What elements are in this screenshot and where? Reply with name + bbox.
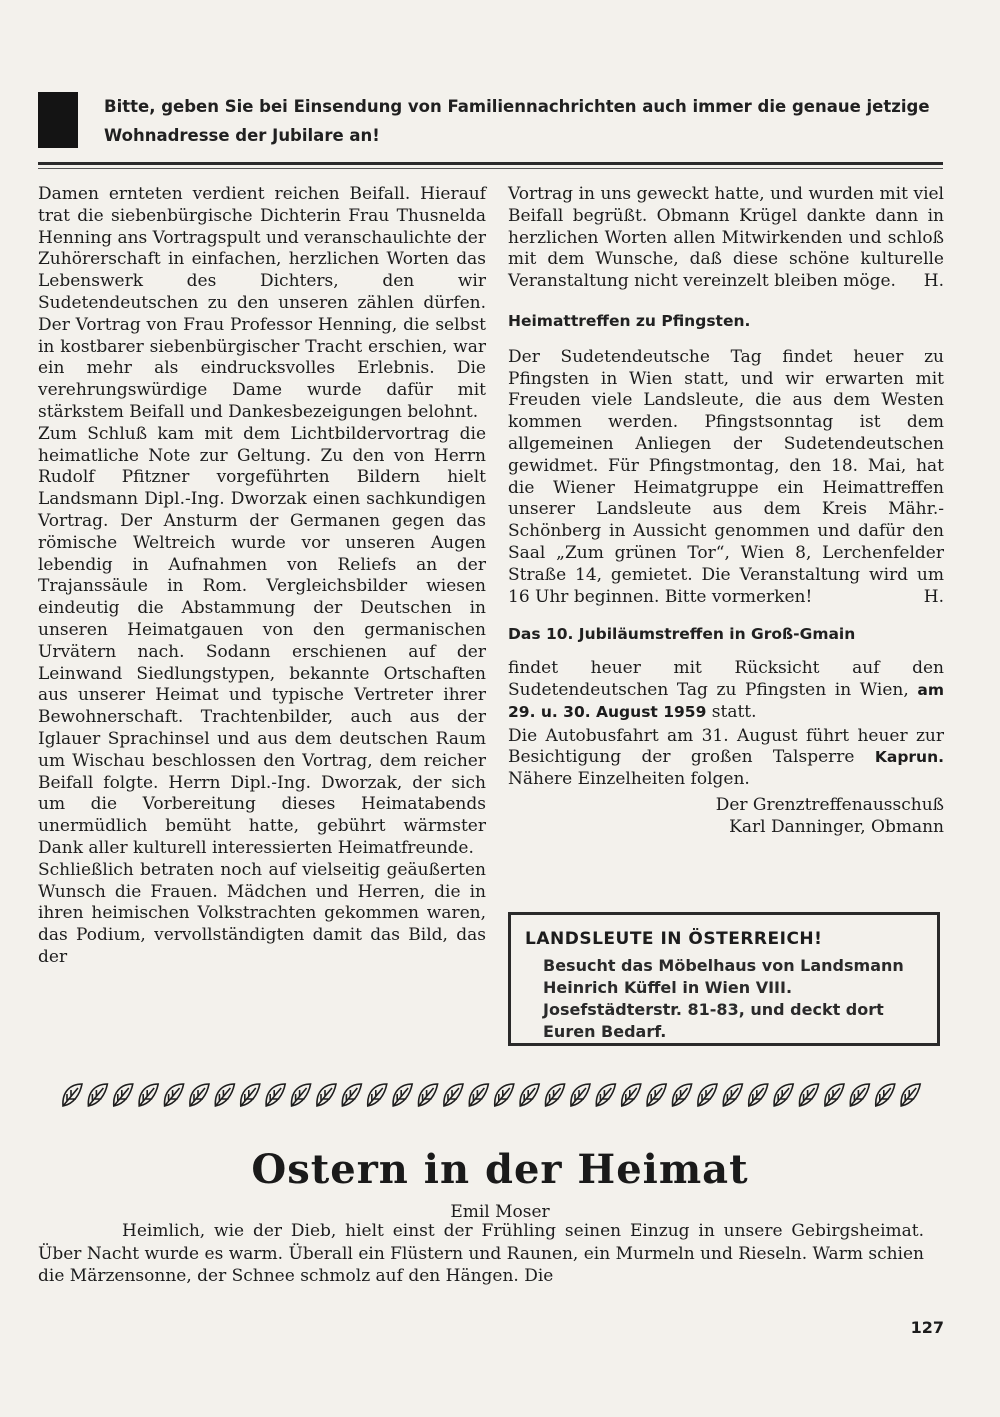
story-title: Ostern in der Heimat xyxy=(251,1146,749,1193)
leaf-ornament xyxy=(419,1084,438,1106)
pfingsten-paragraph xyxy=(508,347,944,609)
leaf-ornament xyxy=(190,1084,209,1106)
story-author: Emil Moser xyxy=(450,1202,550,1222)
leaf-ornament xyxy=(901,1084,920,1106)
notice-text: Bitte, geben Sie bei Einsendung von Familiennachrichten auch immer die genaue jetzige Wohnadresse der Jubilare an! xyxy=(104,97,930,145)
left-paragraph-1: Damen ernteten verdient reichen Beifall. Hierauf trat die siebenbürgische Dichterin Frau Thusnelda Henning ans Vortragspult und veranschaulichte der Zuhörerschaft in einfachen, herzlichen Worten das Lebenswerk des Dichters, den wir Sudetendeutschen zu den unseren zählen dürfen. Der Vortrag von Frau Professor Henning, die selbst in kostbarer siebenbürgischer Tracht erschien, war ein mehr als eindrucksvolles Erlebnis. Die verehrungswürdige Dame wurde dafür mit stärkstem Beifall und Dankesbezeigungen belohnt. xyxy=(38,184,486,422)
notice-marker-block xyxy=(38,92,78,148)
leaf-ornament xyxy=(63,1084,82,1106)
leaf-ornament xyxy=(215,1084,234,1106)
leaf-ornament xyxy=(241,1084,260,1106)
leaf-ornament xyxy=(342,1084,361,1106)
decorative-leaf-border xyxy=(60,1080,924,1110)
leaf-ornament xyxy=(749,1084,768,1106)
leaf-ornament xyxy=(292,1084,311,1106)
left-paragraph-2: Zum Schluß kam mit dem Lichtbildervortrag die heimatliche Note zur Geltung. Zu den von Herrn Rudolf Pfitzner vorgeführten Bildern hielt Landsmann Dipl.-Ing. Dworzak einen sachkundigen Vortrag. Der Ansturm der Germanen gegen das römische Weltreich wurde vor unseren Augen lebendig in Aufnahmen von Reliefs an der Trajanssäule in Rom. Vergleichsbilder wiesen eindeutig die Abstammung der Deutschen in unseren Heimatgauen von den germanischen Urvätern nach. Sodann erschienen auf der Leinwand Siedlungstypen, bekannte Ortschaften aus unserer Heimat und typische Vertreter ihrer Bewohnerschaft. Trachtenbilder, auch aus der Iglauer Sprachinsel und aus dem deutschen Raum um Wischau beschlossen den Vortrag, dem reicher Beifall folgte. Herrn Dipl.-Ing. Dworzak, der sich um die Vorbereitung dieses Heimatabends unermüdlich bemüht hatte, gebührt wärmster Dank aller kulturell interessierten Heimatfreunde. xyxy=(38,423,486,858)
leaf-ornament xyxy=(88,1084,107,1106)
jubilaeum-paragraph xyxy=(508,658,944,723)
leaf-ornament xyxy=(114,1084,133,1106)
leaf-ornament xyxy=(444,1084,463,1106)
jubilaeum-text-after: statt. xyxy=(711,701,757,722)
heading-pfingsten: Heimattreffen zu Pfingsten. xyxy=(508,311,751,330)
advert-body-after: in Wien VIII. Josefstädterstr. 81-83, und deckt dort Euren Bedarf. xyxy=(543,978,884,1041)
leaf-ornament xyxy=(774,1084,793,1106)
leaf-ornament xyxy=(850,1084,869,1106)
jubilaeum-text-before: findet heuer mit Rücksicht auf den Sudetendeutschen Tag zu Pfingsten in Wien, xyxy=(508,658,944,700)
leaf-ornament xyxy=(317,1084,336,1106)
leaf-ornament xyxy=(876,1084,895,1106)
page-number: 127 xyxy=(910,1318,944,1337)
leaf-ornament xyxy=(571,1084,590,1106)
leaf-ornament xyxy=(673,1084,692,1106)
leaf-ornament xyxy=(825,1084,844,1106)
signature-name: Karl Danninger, Obmann xyxy=(729,816,944,837)
header-rule-thick xyxy=(38,162,943,165)
leaf-ornament xyxy=(469,1084,488,1106)
right-column xyxy=(508,184,944,839)
leaf-ornament xyxy=(165,1084,184,1106)
leaf-ornament xyxy=(139,1084,158,1106)
advert-name: Heinrich Küffel xyxy=(543,978,677,997)
left-paragraph-3: Schließlich betraten noch auf vielseitig geäußerten Wunsch die Frauen. Mädchen und Herren, die in ihren heimischen Volkstrachten gekommen waren, das Podium, vervollständigten damit das Bild, das der xyxy=(38,859,486,967)
jubilaeum-date: am 29. u. 30. August 1959 xyxy=(508,680,944,721)
header-rule-thin xyxy=(38,168,943,169)
right-intro-paragraph xyxy=(508,184,944,293)
right-intro-text: Vortrag in uns geweckt hatte, und wurden mit viel Beifall begrüßt. Obmann Krügel dankte dann in herzlichen Worten allen Mitwirkenden und schloß mit dem Wunsche, daß diese schöne kulturelle Veranstaltung nicht vereinzelt bleiben möge. xyxy=(508,184,944,292)
advert-title: LANDSLEUTE IN ÖSTERREICH! xyxy=(525,929,823,949)
address-notice xyxy=(38,92,943,150)
bus-trip-destination: Kaprun. xyxy=(874,748,945,767)
leaf-ornament xyxy=(723,1084,742,1106)
leaf-ornament xyxy=(596,1084,615,1106)
advert-body xyxy=(543,955,935,1043)
bus-trip-paragraph xyxy=(508,726,944,791)
furniture-advert xyxy=(508,912,940,1046)
leaf-ornament xyxy=(800,1084,819,1106)
story-text: Heimlich, wie der Dieb, hielt einst der Frühling seinen Einzug in unsere Gebirgsheimat. Über Nacht wurde es warm. Überall ein Flüstern und Raunen, ein Murmeln und Rieseln. Warm schien die Märzensonne, der Schnee schmolz auf den Hängen. Die xyxy=(38,1221,924,1286)
leaf-ornament xyxy=(622,1084,641,1106)
advert-body-before: Besucht das Möbelhaus von Landsmann xyxy=(543,956,904,975)
signature-committee: Der Grenztreffenausschuß xyxy=(715,794,944,815)
leaf-ornament xyxy=(698,1084,717,1106)
leaf-ornament xyxy=(647,1084,666,1106)
leaf-ornament xyxy=(520,1084,539,1106)
leaf-ornament xyxy=(546,1084,565,1106)
heading-jubilaeumstreffen: Das 10. Jubiläumstreffen in Groß-Gmain xyxy=(508,625,856,644)
bus-trip-text-after: Nähere Einzelheiten folgen. xyxy=(508,769,750,790)
leaf-ornament xyxy=(368,1084,387,1106)
leaf-ornament xyxy=(266,1084,285,1106)
pfingsten-text: Der Sudetendeutsche Tag findet heuer zu Pfingsten in Wien statt, und wir erwarten mit Freuden viele Landsleute, die aus dem Westen kommen werden. Pfingstsonntag ist dem allgemeinen Anliegen der Sudetendeutschen gewidmet. Für Pfingstmontag, den 18. Mai, hat die Wiener Heimatgruppe ein Heimattreffen unserer Landsleute aus dem Kreis Mähr.-Schönberg in Aussicht genommen und dafür den Saal „Zum grünen Tor“, Wien 8, Lerchenfelder Straße 14, gemietet. Die Veranstaltung wird um 16 Uhr beginnen. Bitte vormerken! xyxy=(508,346,944,607)
bus-trip-text-before: Die Autobusfahrt am 31. August führt heuer zur Besichtigung der großen Talsperre xyxy=(508,725,944,768)
left-column xyxy=(38,184,486,969)
leaf-ornament xyxy=(393,1084,412,1106)
leaf-ornament xyxy=(495,1084,514,1106)
pfingsten-initial: H. xyxy=(923,586,944,607)
right-intro-initial: H. xyxy=(923,271,944,292)
